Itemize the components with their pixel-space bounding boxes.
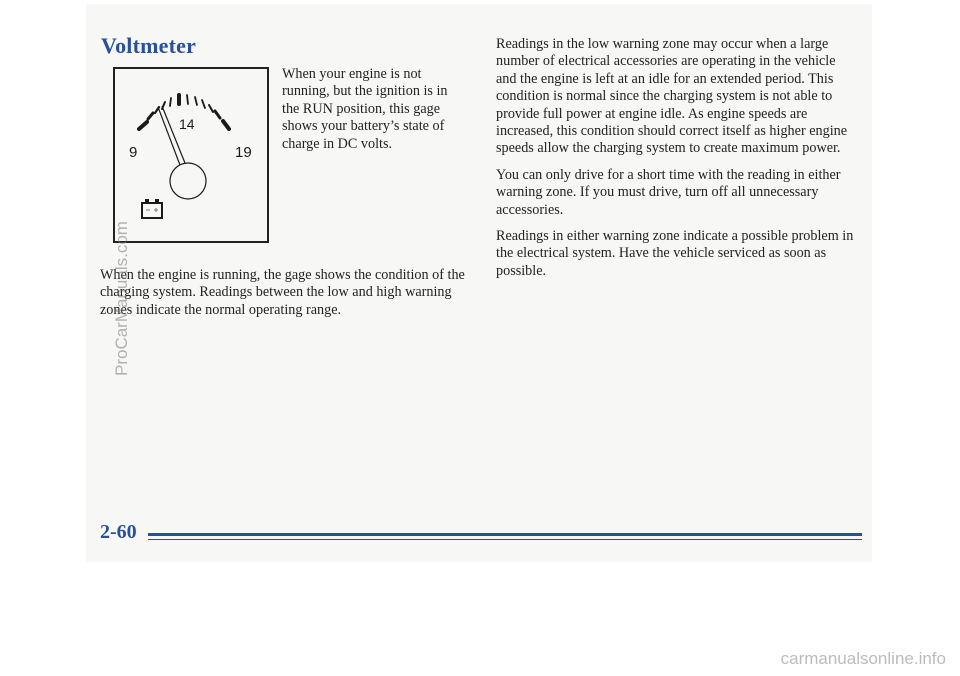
footer-rule-thin <box>148 539 862 540</box>
section-title: Voltmeter <box>101 33 197 58</box>
gauge-label-high: 19 <box>235 144 252 161</box>
service-paragraph: Readings in either warning zone indicate a possible problem in the electrical system. Have the vehicle serviced as soon as possible. <box>496 228 854 279</box>
right-column <box>496 36 856 289</box>
low-zone-paragraph: Readings in the low warning zone may occur when a large number of electrical accessories are operating in the vehicle and the engine is left at an idle for an extended period. This condition is normal since the charging system is not able to provide full power at engine idle. As engine speeds are increased, this condition should correct itself as higher engine speeds allow the charging system to create maximum power. <box>496 36 848 157</box>
gauge-label-low: 9 <box>129 144 138 161</box>
intro-paragraph: When your engine is not running, but the ignition is in the RUN position, this gage shows your battery’s state of charge in DC volts. <box>282 66 448 152</box>
gauge-label-mid: 14 <box>179 116 195 132</box>
bottom-watermark: carmanualsonline.info <box>780 649 946 668</box>
footer-rule-thick <box>148 533 862 536</box>
running-paragraph: When the engine is running, the gage shows the condition of the charging system. Readings between the low and high warning zones indicate the normal operating range. <box>100 267 465 318</box>
warning-drive-paragraph: You can only drive for a short time with the reading in either warning zone. If you must drive, turn off all unnecessary accessories. <box>496 166 841 218</box>
side-watermark: ProCarManuals.com <box>112 221 131 376</box>
voltmeter-figure <box>113 67 269 243</box>
gauge-pivot <box>170 163 206 199</box>
battery-icon <box>142 199 162 218</box>
voltmeter-gauge-icon <box>115 69 267 241</box>
page-number: 2-60 <box>100 521 137 543</box>
